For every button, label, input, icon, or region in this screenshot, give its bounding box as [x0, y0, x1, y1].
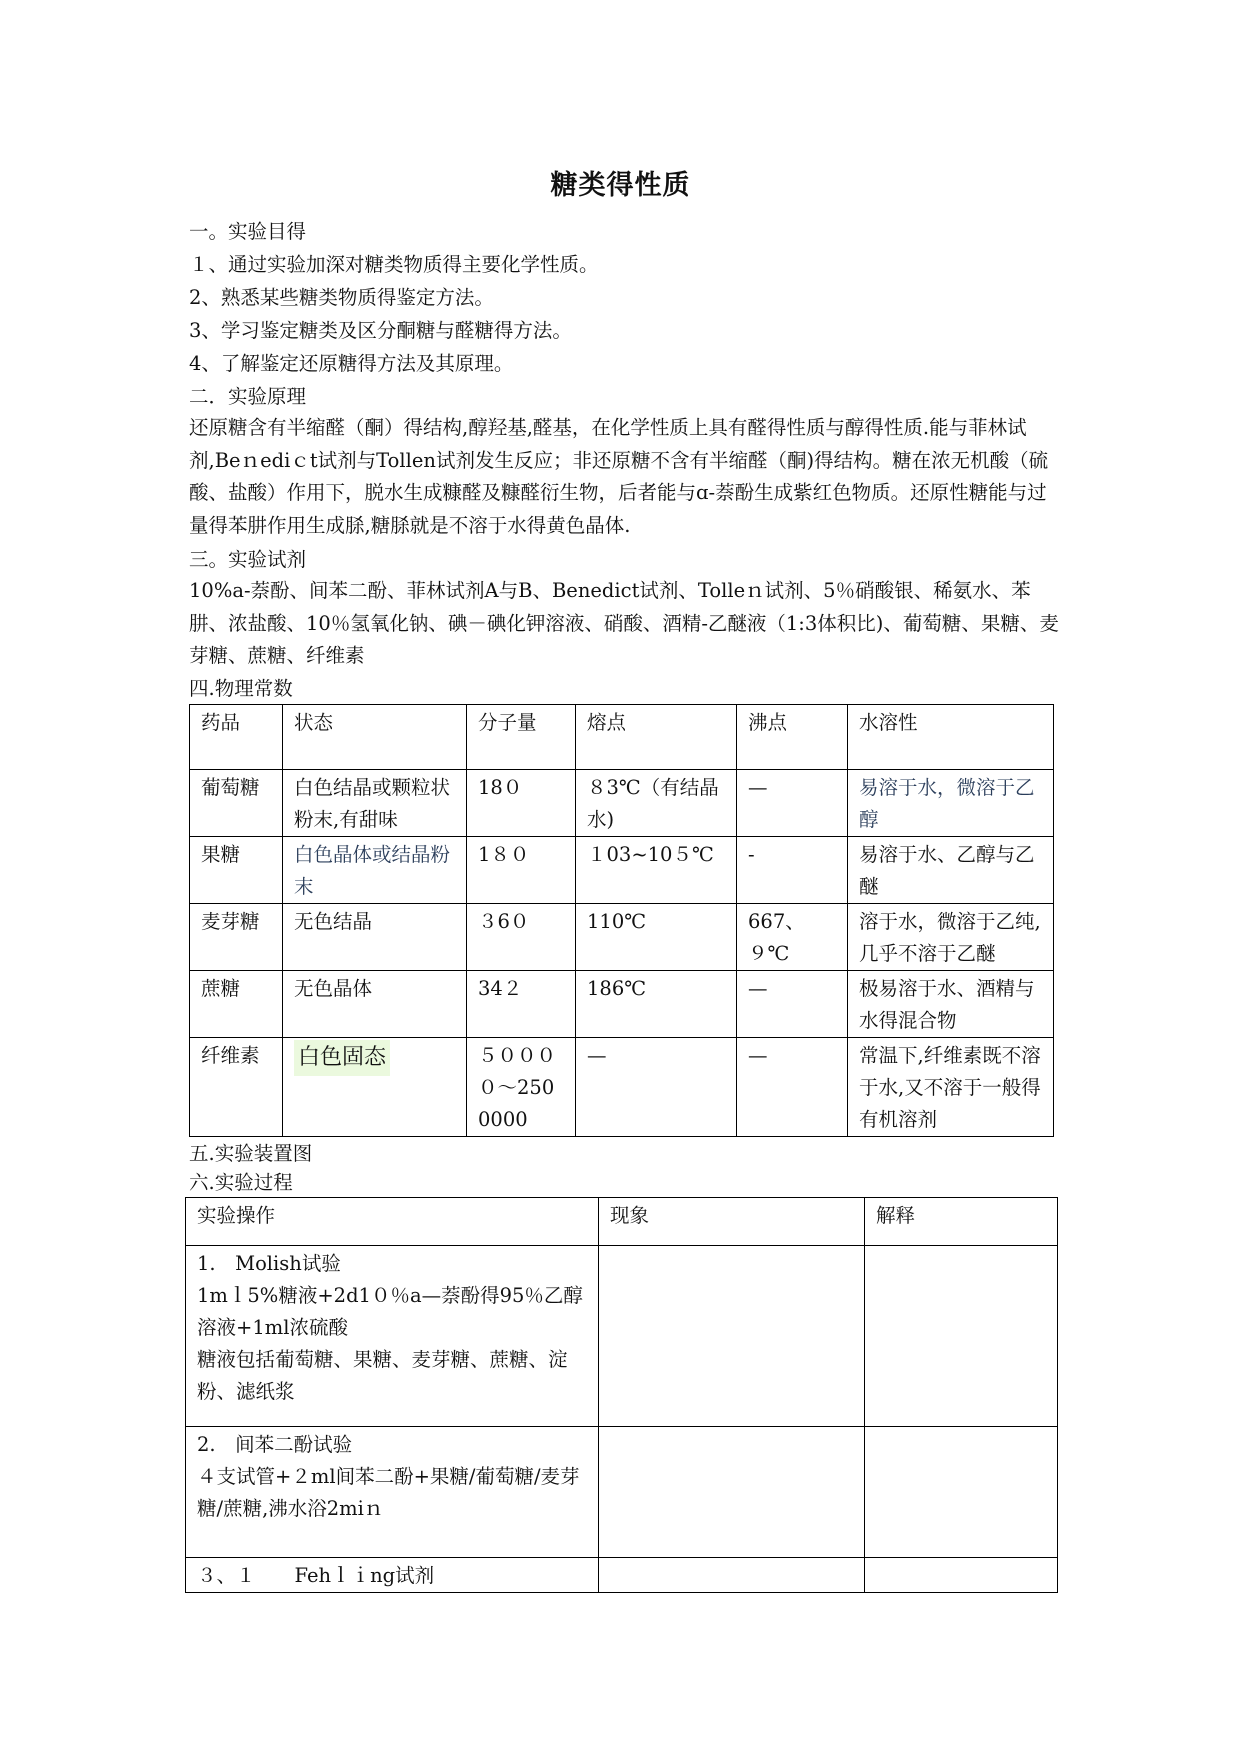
table-cell: 蔗糖	[190, 971, 283, 1038]
table-cell: 葡萄糖	[190, 770, 283, 837]
aim-item: １、通过实验加深对糖类物质得主要化学性质。	[189, 253, 599, 276]
physical-constants-table	[189, 704, 1054, 1137]
table-cell: —	[737, 770, 848, 837]
table-cell: 白色结晶或颗粒状粉末,有甜味	[283, 770, 467, 837]
aim-item: 2、熟悉某些糖类物质得鉴定方法。	[189, 286, 494, 309]
table-cell: 无色晶体	[283, 971, 467, 1038]
phenomenon-cell	[599, 1246, 865, 1427]
column-header: 解释	[865, 1198, 1058, 1246]
section-heading-process: 六.实验过程	[189, 1171, 293, 1194]
document-title: 糖类得性质	[550, 170, 691, 201]
table-cell: ５００００～2500000	[467, 1038, 576, 1137]
column-header: 熔点	[576, 705, 737, 770]
section-heading-apparatus: 五.实验装置图	[189, 1142, 313, 1165]
operation-cell	[186, 1246, 599, 1427]
table-cell: 易溶于水、乙醇与乙醚	[848, 837, 1054, 904]
section-heading-principle: 二．实验原理	[189, 385, 307, 408]
column-header: 现象	[599, 1198, 865, 1246]
reagents-paragraph: 10%a-萘酚、间苯二酚、菲林试剂A与B、Benedict试剂、Tolleｎ试剂、5％硝酸银、稀氨水、苯肼、浓盐酸、10％氢氧化钠、碘－碘化钾溶液、硝酸、酒精-乙醚液（1:3体积比)、葡萄糖、果糖、麦芽糖、蔗糖、纤维素	[189, 579, 1059, 667]
operation-cell	[186, 1427, 599, 1558]
table-row	[190, 770, 1054, 837]
explanation-cell	[865, 1558, 1058, 1593]
aim-item: 3、学习鉴定糖类及区分酮糖与醛糖得方法。	[189, 319, 572, 342]
step-line: 1mｌ5%糖液+2d1０％a—萘酚得95％乙醇溶液+1ml浓硫酸	[197, 1284, 583, 1339]
table-cell: １03~10５℃	[576, 837, 737, 904]
table-row	[186, 1558, 1058, 1593]
table-cell: 果糖	[190, 837, 283, 904]
table-header-row	[190, 705, 1054, 770]
section-heading-aims: 一。实验目得	[189, 220, 307, 243]
column-header: 沸点	[737, 705, 848, 770]
table-cell: 110℃	[576, 904, 737, 971]
column-header: 状态	[283, 705, 467, 770]
table-cell: 纤维素	[190, 1038, 283, 1137]
principle-paragraph: 还原糖含有半缩醛（酮）得结构,醇羟基,醛基，在化学性质上具有醛得性质与醇得性质.能与菲林试剂,Beｎediｃt试剂与Tollen试剂发生反应；非还原糖不含有半缩醛（酮)得结构。糖在浓无机酸（硫酸、盐酸）作用下，脱水生成糠醛及糠醛衍生物，后者能与ɑ-萘酚生成紫红色物质。还原性糖能与过量得苯肼作用生成脎,糖脎就是不溶于水得黄色晶体.	[189, 416, 1049, 537]
step-title: 1. Molish试验	[197, 1252, 341, 1275]
table-cell	[283, 1038, 467, 1137]
step-line: ４支试管+２ml间苯二酚+果糖/葡萄糖/麦芽糖/蔗糖,沸水浴2miｎ	[197, 1465, 580, 1520]
table-cell: 易溶于水，微溶于乙醇	[848, 770, 1054, 837]
column-header: 水溶性	[848, 705, 1054, 770]
table-header-row	[186, 1198, 1058, 1246]
table-cell: 麦芽糖	[190, 904, 283, 971]
table-cell: 186℃	[576, 971, 737, 1038]
step-title: ３、１ Fehｌｉng试剂	[197, 1564, 435, 1587]
table-row	[186, 1427, 1058, 1558]
table-cell: 1８０	[467, 837, 576, 904]
table-row	[190, 1038, 1054, 1137]
table-cell: 溶于水，微溶于乙纯,几乎不溶于乙醚	[848, 904, 1054, 971]
table-cell: —	[737, 1038, 848, 1137]
table-row	[190, 904, 1054, 971]
table-cell: 34２	[467, 971, 576, 1038]
table-row	[186, 1246, 1058, 1427]
table-cell: —	[576, 1038, 737, 1137]
table-cell: 白色晶体或结晶粉末	[283, 837, 467, 904]
table-cell: ３6０	[467, 904, 576, 971]
section-heading-constants: 四.物理常数	[189, 677, 293, 700]
step-title: 2. 间苯二酚试验	[197, 1433, 353, 1456]
section-heading-reagents: 三。实验试剂	[189, 548, 307, 571]
explanation-cell	[865, 1427, 1058, 1558]
highlighted-text: 白色固态	[294, 1040, 390, 1076]
table-cell: —	[737, 971, 848, 1038]
step-line: 糖液包括葡萄糖、果糖、麦芽糖、蔗糖、淀粉、滤纸浆	[197, 1348, 568, 1403]
table-cell: 18０	[467, 770, 576, 837]
table-cell: -	[737, 837, 848, 904]
column-header: 实验操作	[186, 1198, 599, 1246]
phenomenon-cell	[599, 1427, 865, 1558]
table-cell: 极易溶于水、酒精与水得混合物	[848, 971, 1054, 1038]
column-header: 药品	[190, 705, 283, 770]
phenomenon-cell	[599, 1558, 865, 1593]
procedure-table	[185, 1197, 1058, 1593]
column-header: 分子量	[467, 705, 576, 770]
table-cell: 667、９℃	[737, 904, 848, 971]
explanation-cell	[865, 1246, 1058, 1427]
table-cell: ８3℃（有结晶水)	[576, 770, 737, 837]
table-row	[190, 971, 1054, 1038]
operation-cell	[186, 1558, 599, 1593]
table-row	[190, 837, 1054, 904]
table-cell: 无色结晶	[283, 904, 467, 971]
aim-item: 4、了解鉴定还原糖得方法及其原理。	[189, 352, 514, 375]
table-cell: 常温下,纤维素既不溶于水,又不溶于一般得有机溶剂	[848, 1038, 1054, 1137]
